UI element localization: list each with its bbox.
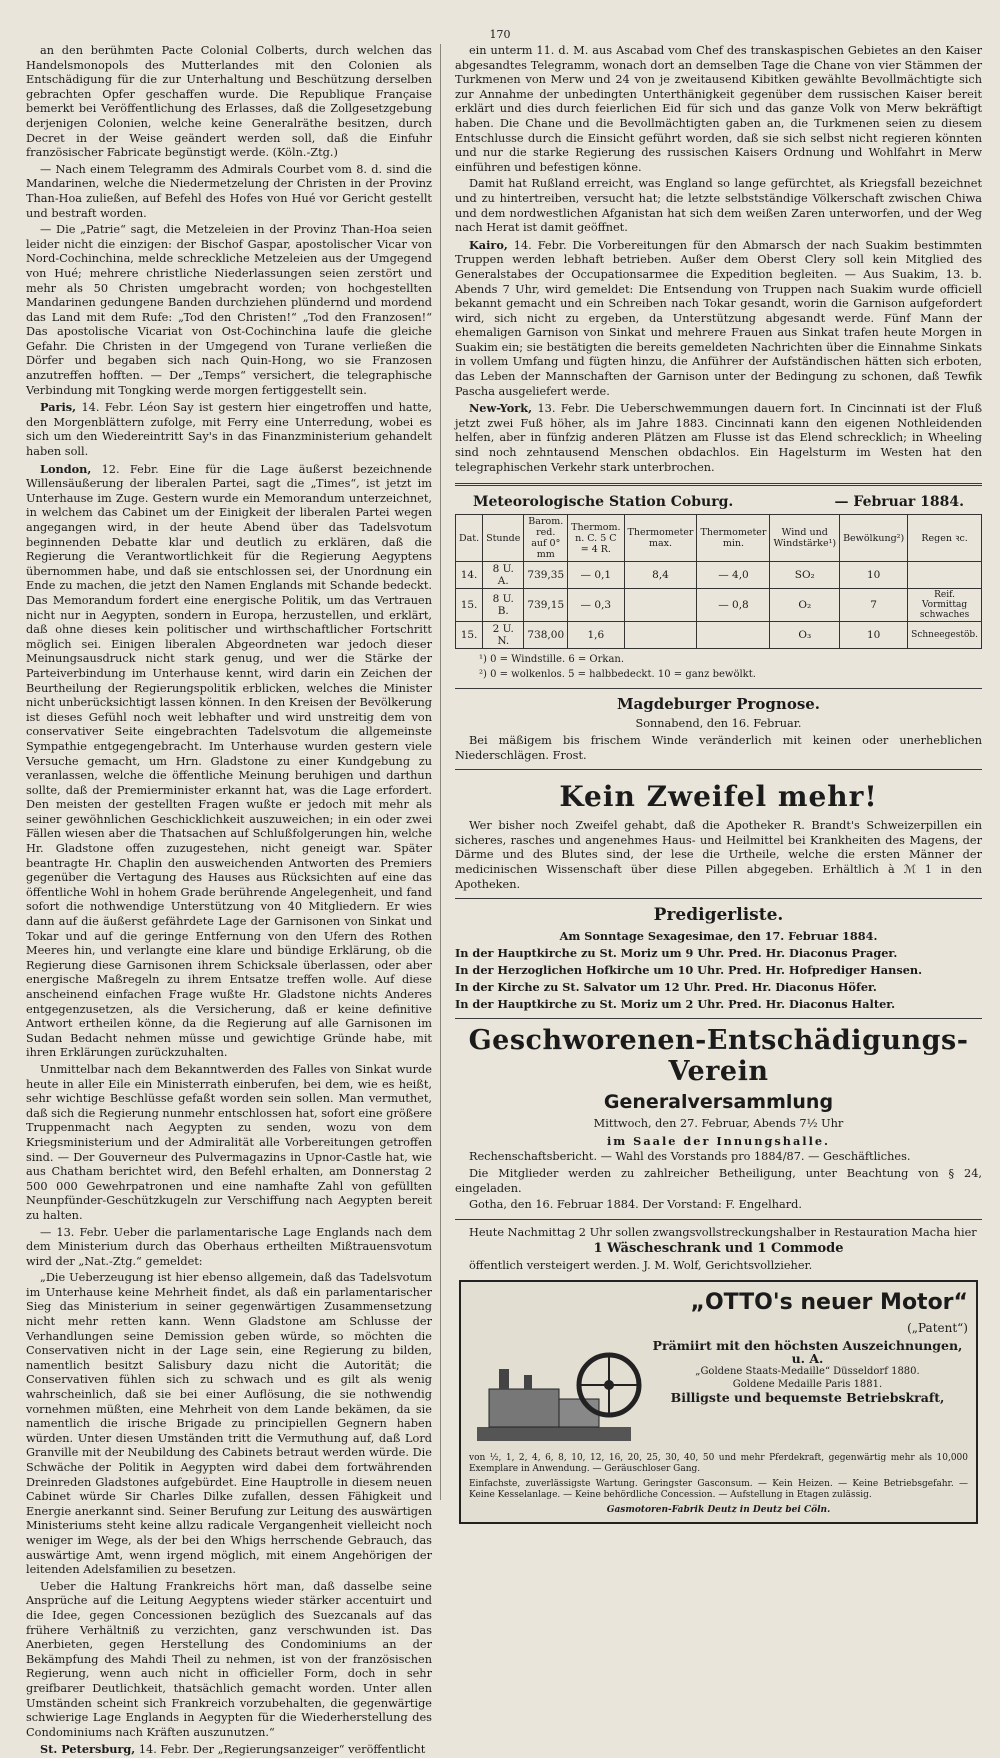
verein-text-1: Rechenschaftsbericht. — Wahl des Vorstands pro 1884/87. — Geschäftliches.	[468, 1150, 911, 1164]
paragraph-text: ein unterm 11. d. M. aus Ascabad vom Chef des transkaspischen Gebietes an den Kaiser abgesandtes Telegramm, wonach dort an demselben Tage die Chane von vier Stämmen der Turkmenen von Merw und 24 von je zweitausend Kibitken gewählte Bevollmächtigte sich zur Annahme der unbedingten Unterthänigkeit gegenüber dem russischen Kaiser bereit erklärt und dies durch feierlichen Eid für sich und das ganze Volk von Merw bekräftigt haben. Die Chane und die Bevollmächtigten gaben an, die Turkmenen seien zu diesem Entschlusse durch die Einsicht geführt worden, daß sie sich selbst nicht regieren könnten und nur die starke Regierung des russischen Kaisers Ordnung und Wohlfahrt in Merw einführen und befestigen könne.	[454, 44, 982, 174]
meteo-cell: 2 U. N.	[483, 622, 524, 649]
meteo-header-row	[455, 515, 981, 562]
list-item: In der Herzoglichen Hofkirche um 10 Uhr. Pred. Hr. Hofprediger Hansen.	[454, 963, 923, 978]
left-column	[26, 44, 441, 1757]
dateline: Paris,	[40, 400, 77, 415]
article-paragraph	[26, 1580, 432, 1741]
meteo-header-cell: Dat.	[455, 515, 482, 562]
paragraph-text: an den berühmten Pacte Colonial Colberts, durch welchen das Handelsmonopols des Mutterlandes mit den Colonien als Entschädigung für die zur Unterhaltung und Beschützung derselben gebrachten Opfer geschaffen wurde. Die Republique Française bemerkt bei Veröffentlichung des Erlasses, daß die Zollgesetzgebung derjenigen Colonien, welche keine Generalräthe besitzen, durch Decret in der Weise geändert werden soll, daß die Einfuhr französischer Fabricate begünstigt werde. (Köln.-Ztg.)	[26, 44, 432, 160]
meteo-cell: 7	[840, 589, 908, 622]
paragraph-text: Damit hat Rußland erreicht, was England so lange gefürchtet, als Kriegsfall bezeichnet und zu hintertreiben, versucht hat; die letzte selbstständige Völkerschaft zwischen Chiwa und dem nordwestlichen Afganistan hat sich dem weißen Zaren unterworfen, und der Weg nach Herat ist damit geöffnet.	[454, 177, 982, 235]
dateline: New-York,	[468, 401, 532, 416]
paragraph-text: 14. Febr. Die Vorbereitungen für den Abmarsch der nach Suakim bestimmten Truppen werden lebhaft betrieben. Außer dem Oberst Clery soll kein Mitglied des Generalstabes der Occupationsarmee die Expedition begleiten. — Aus Suakim, 13. b. Abends 7 Uhr, wird gemeldet: Die Entsendung von Truppen nach Suakim wurde officiell bekannt gemacht und ein Schreiben nach Tokar gesandt, worin die Garnison aufgefordert wird, sich nicht zu ergeben, da Unterstützung abgesandt werde. Fünf Mann der ehemaligen Garnison von Sinkat und mehrere Frauen aus Sinkat trafen heute Morgen in Suakim ein; sie bestätigten die bereits gemeldeten Nachrichten über die Einnahme Sinkats in vollem Umfang und fügten hinzu, die Anführer der Aufständischen hätten sich erboten, das Leben der Mannschaften der Garnison unter der Bedingung zu schonen, daß Tewfik Pascha ausgeliefert werde.	[454, 238, 982, 398]
divider	[455, 688, 982, 689]
right-column	[454, 44, 982, 1515]
meteo-heading	[455, 494, 982, 510]
meteo-cell: 1,6	[568, 622, 624, 649]
article-paragraph	[26, 1271, 432, 1577]
table-row	[455, 622, 981, 649]
auction-closing: öffentlich versteigert werden. J. M. Wolf, Gerichtsvollzieher.	[468, 1258, 813, 1272]
meteo-cell: — 0,8	[697, 589, 770, 622]
otto-ad-line-3: Goldene Medaille Paris 1881.	[732, 1378, 883, 1390]
meteo-cell: — 0,1	[568, 562, 624, 589]
otto-ad-title: „OTTO's neuer Motor“	[690, 1289, 968, 1315]
paragraph-text: Unmittelbar nach dem Bekanntwerden des Falles von Sinkat wurde heute in aller Eile ein Ministerrath einberufen, bei dem, wie es heißt, sehr wichtige Beschlüsse gefaßt worden sein sollen. Man vermuthet, daß sich die Regierung nunmehr entschlossen hat, sofort eine größere Truppenmacht nach Aegypten zu senden, wozu von dem Kriegsministerium und der Admiralität alle Vorbereitungen getroffen sind. — Der Gouverneur des Pulvermagazins in Upnor-Castle hat, wie aus Chatham berichtet wird, den Befehl erhalten, am Donnerstag 2 500 000 Gewehrpatronen und eine namhafte Zahl von gefüllten Neunpfünder-Geschützkugeln zur Verschiffung nach Aegypten bereit zu halten.	[26, 1062, 432, 1222]
meteo-cell: 739,35	[524, 562, 568, 589]
dateline: St. Petersburg,	[40, 1742, 136, 1757]
article-paragraph	[26, 223, 432, 398]
predigerliste-title: Predigerliste.	[653, 905, 784, 926]
kein-zweifel-title: Kein Zweifel mehr!	[559, 780, 878, 814]
article-paragraph	[26, 462, 432, 1061]
article-paragraph	[26, 1063, 432, 1224]
otto-motor-ad	[459, 1280, 978, 1524]
meteo-cell: O₃	[770, 622, 840, 649]
news-right	[455, 44, 982, 475]
meteo-cell: 739,15	[524, 589, 568, 622]
meteo-cell: 15.	[455, 589, 482, 622]
meteo-header-cell: Wind und Windstärke¹)	[770, 515, 840, 562]
engine-illustration-icon	[469, 1339, 639, 1449]
list-item: In der Hauptkirche zu St. Moriz um 2 Uhr. Pred. Hr. Diaconus Halter.	[454, 997, 896, 1012]
meteo-cell: 8 U. A.	[483, 562, 524, 589]
divider	[455, 898, 982, 899]
paragraph-text: — Nach einem Telegramm des Admirals Courbet vom 8. d. sind die Mandarinen, welche die Niedermetzelung der Christen in der Provinz Than-Hoa zuließen, auf Befehl des Hofes von Hué vor Gericht gestellt und bestraft worden.	[26, 162, 432, 220]
otto-ad-line-4: Billigste und bequemste Betriebskraft,	[670, 1389, 945, 1405]
meteo-header-cell: Regen ꝛc.	[908, 515, 982, 562]
meteo-month: — Februar 1884.	[834, 494, 964, 511]
prognose-text: Bei mäßigem bis frischem Winde veränderlich mit keinen oder unerheblichen Niederschlägen. Frost.	[454, 734, 982, 762]
verein-place: im Saale der Innungshalle.	[606, 1133, 830, 1148]
article-paragraph	[26, 1226, 432, 1270]
verein-signature: Gotha, den 16. Februar 1884. Der Vorstand: F. Engelhard.	[468, 1198, 802, 1212]
article-paragraph	[455, 177, 982, 235]
meteo-note-1: ¹) 0 = Windstille. 6 = Orkan.	[478, 654, 625, 666]
paragraph-text: 12. Febr. Eine für die Lage äußerst bezeichnende Willensäußerung der liberalen Partei, sagt die „Times“, ist jetzt im Unterhause im Zuge. Gestern wurde ein Memorandum unterzeichnet, in welchem das Cabinet um der Einigkeit der liberalen Partei wegen angegangen wird, in der heute Abend über das Tadelsvotum beginnenden Debatte klar und deutlich zu erklären, daß die Regierung die Verantwortlichkeit für die Regierung Aegyptens übernommen habe, und daß sie entschlossen sei, der Unordnung ein Ende zu machen, die jetzt den Namen Englands mit Schande bedeckt. Das Memorandum fordert eine energische Politik, um das Vertrauen nicht nur in Aegypten, sondern in Europa, herzustellen, und erklärt, daß ohne dieses kein politischer und wirthschaftlicher Fortschritt möglich sei. Einigen liberalen Abgeordneten war jedoch dieser Meinungsausdruck nicht stark genug, und wer die Stärke der Parteiverbindung im Unterhause kennt, wird darin ein Zeichen der Beurtheilung der Regierungspolitik erblicken, welches die Minister nicht unberücksichtigt lassen können. In den Kreisen der Bevölkerung ist dieses Gefühl noch weit lebhafter und wird unstreitig dem von conservativer Seite eingebrachten Tadelsvotum die allgemeinste Sympathie entgegengebracht. Im Unterhause wurden gestern viele Versuche gemacht, um Hrn. Gladstone zu einer Kundgebung zu veranlassen, welche die öffentliche Meinung beruhigen und darthun sollte, daß der Premierminister erkannt hat, was die Lage erfordert. Den meisten der gestellten Fragen wußte er jedoch mit mehr als seiner gewöhnlichen Geschicklichkeit auszuweichen; in ein oder zwei Fällen wiesen aber die Thatsachen auf Schlußfolgerungen hin, welche Hr. Gladstone offen zuzugestehen, nicht geneigt war. Später beantragte Hr. Chaplin den ausweichenden Antworten des Premiers gegenüber die Vertagung des Hauses aus Rücksichten auf eine das öffentliche Wohl in hohem Grade berührende Angelegenheit, und fand sofort die nothwendige Unterstützung von 40 Mitgliedern. Er wies dann auf die äußerst gefährdete Lage der Garnisonen von Sinkat und Tokar und auf die geringe Entfernung von den Ufern des Rothen Meeres hin, und verlangte eine klare und bündige Erklärung, ob die Regierung diese Garnisonen ihrem Schicksale überlassen, oder aber energische Maßregeln zu ihrem Entsatze treffen wolle. Auf diese anscheinend einfachen Frage wußte Hr. Gladstone nichts Anderes entgegenzusetzen, als die Versicherung, daß er keine definitive Antwort ertheilen könne, da die Regierung auf alle Garnisonen im Sudan Bedacht nehmen müsse und gewichtige Gründe habe, mit ihren Erklärungen zurückzuhalten.	[26, 462, 432, 1060]
predigerliste-lines	[455, 946, 982, 1012]
dateline: London,	[40, 461, 92, 476]
meteo-cell: Reif. Vormittag schwaches	[908, 589, 982, 622]
auction-text: Heute Nachmittag 2 Uhr sollen zwangsvollstreckungshalber in Restauration Macha hier	[468, 1225, 977, 1239]
meteo-cell: 10	[840, 622, 908, 649]
meteo-note-2: ²) 0 = wolkenlos. 5 = halbbedeckt. 10 = ganz bewölkt.	[478, 668, 756, 680]
meteo-cell: — 0,3	[568, 589, 624, 622]
article-paragraph	[26, 1742, 432, 1758]
predigerliste-subtitle: Am Sonntage Sexagesimae, den 17. Februar 1884.	[559, 929, 878, 944]
list-item: In der Hauptkirche zu St. Moriz um 9 Uhr. Pred. Hr. Diaconus Prager.	[454, 946, 898, 961]
dateline: Kairo,	[468, 237, 508, 252]
otto-ad-body	[469, 1339, 968, 1449]
meteo-table	[455, 514, 982, 649]
table-row	[455, 589, 981, 622]
meteo-cell: 8,4	[624, 562, 697, 589]
paragraph-text: — 13. Febr. Ueber die parlamentarische Lage Englands nach dem dem Ministerium durch das Oberhaus ertheilten Mißtrauensvotum wird der „Nat.-Ztg.“ gemeldet:	[26, 1225, 432, 1268]
meteo-cell: 15.	[455, 622, 482, 649]
prognose-date: Sonnabend, den 16. Februar.	[635, 717, 802, 731]
meteo-header-cell: Stunde	[483, 515, 524, 562]
otto-ad-line-5: von ½, 1, 2, 4, 6, 8, 10, 12, 16, 20, 25, 30, 40, 50 und mehr Pferdekraft, gegenwärtig mehr als 10,000 Exemplare in Anwendung. — Geräuschloser Gang.	[468, 1452, 968, 1474]
otto-ad-maker: Gasmotoren-Fabrik Deutz in Deutz bei Cöln.	[606, 1504, 831, 1515]
paragraph-text: — Die „Patrie“ sagt, die Metzeleien in der Provinz Than-Hoa seien leider nicht die einzigen: der Bischof Gaspar, apostolischer Vicar von Nord-Cochinchina, melde schreckliche Metzeleien aus der Umgegend von Hué; mehrere christliche Niederlassungen seien zerstört und mehr als 50 Christen umgebracht worden; von hochgestellten Mandarinen gedungene Banden durchziehen plündernd und mordend das Land mit dem Rufe: „Tod den Christen!“ „Tod den Franzosen!“ Das apostolische Vicariat von Ost-Cochinchina laufe die gleiche Gefahr. Die Christen in der Umgegend von Turane verließen die Dörfer und begaben sich nach Quin-Hong, wo sie Franzosen anzutreffen hofften. — Der „Temps“ versichert, die telegraphische Verbindung mit Tongking werde morgen fertiggestellt sein.	[26, 223, 432, 397]
article-paragraph	[26, 44, 432, 161]
meteo-cell: SO₂	[770, 562, 840, 589]
verein-title: Geschworenen-Entschädigungs-Verein	[468, 1025, 969, 1088]
article-paragraph	[455, 238, 982, 400]
meteo-title: Meteorologische Station Coburg.	[472, 494, 734, 511]
paragraph-text: 14. Febr. Léon Say ist gestern hier eingetroffen und hatte, den Morgenblättern zufolge, mit Ferry eine Unterredung, wobei es sich um den Wiedereintritt Say's in das Finanzministerium gehandelt haben soll.	[26, 401, 432, 459]
paragraph-text: 14. Febr. Der „Regierungsanzeiger“ veröffentlicht	[135, 1743, 426, 1757]
otto-ad-fine: Einfachste, zuverlässigste Wartung. Geringster Gasconsum. — Kein Heizen. — Keine Betriebsgefahr. — Keine Kesselanlage. — Keine behördliche Concession. — Aufstellung in Etagen zulässig.	[468, 1478, 968, 1500]
page-number: 170	[489, 28, 511, 41]
verein-text-2: Die Mitglieder werden zu zahlreicher Betheiligung, unter Beachtung von § 24, eingeladen.	[454, 1166, 982, 1195]
article-paragraph	[26, 163, 432, 221]
table-row	[455, 562, 981, 589]
meteo-cell	[908, 562, 982, 589]
divider	[455, 1219, 982, 1220]
article-paragraph	[455, 44, 982, 175]
meteo-header-cell: Thermometer min.	[697, 515, 770, 562]
meteo-cell	[624, 589, 697, 622]
divider	[455, 769, 982, 770]
meteo-cell: 8 U. B.	[483, 589, 524, 622]
meteo-header-cell: Bewölkung²)	[840, 515, 908, 562]
meteo-header-cell: Thermom. n. C. 5 C = 4 R.	[568, 515, 624, 562]
divider	[455, 483, 982, 486]
verein-subtitle: Generalversammlung	[603, 1091, 834, 1114]
list-item: In der Kirche zu St. Salvator um 12 Uhr. Pred. Hr. Diaconus Höfer.	[454, 980, 877, 995]
columns	[26, 44, 982, 1757]
otto-ad-line-1: Prämiirt mit den höchsten Auszeichnungen, u. A.	[652, 1337, 963, 1366]
meteo-cell: 10	[840, 562, 908, 589]
otto-ad-text	[647, 1339, 968, 1449]
meteo-header-cell: Barom. red. auf 0° mm	[524, 515, 568, 562]
prognose-title: Magdeburger Prognose.	[616, 695, 821, 714]
meteo-cell: 738,00	[524, 622, 568, 649]
meteo-cell: Schneegestöb.	[908, 622, 982, 649]
meteo-cell: 14.	[455, 562, 482, 589]
article-paragraph	[455, 401, 982, 475]
article-paragraph	[26, 400, 432, 459]
kein-zweifel-text: Wer bisher noch Zweifel gehabt, daß die Apotheker R. Brandt's Schweizerpillen ein sicheres, rasches und angenehmes Haus- und Heilmittel bei Krankheiten des Magens, der Därme und des Blutes sind, der lese die Urtheile, welche die ersten Männer der medicinischen Wissenschaft über diese Pillen abgegeben. Erhältlich à ℳ 1 in den Apotheken.	[454, 819, 982, 891]
paragraph-text: Ueber die Haltung Frankreichs hört man, daß dasselbe seine Ansprüche auf die Leitung Aegyptens wieder stärker accentuirt und die Idee, gegen Concessionen bezüglich des Suezcanals auf das frühere Verhältniß zu verzichten, ganz verschwunden ist. Das Anerbieten, gegen Herstellung des Condominiums an der Bekämpfung des Mahdi Theil zu nehmen, ist von der französischen Regierung, wenn auch nicht in officieller Form, doch in sehr greifbarer Deutlichkeit, thatsächlich gemacht worden. Unter allen Umständen scheint sich Frankreich vorzubehalten, die gegenwärtige schwierige Lage Englands in Aegypten für die Wiederherstellung des Condominiums nach Kräften auszunutzen.“	[26, 1579, 432, 1739]
verein-date: Mittwoch, den 27. Februar, Abends 7½ Uhr	[593, 1117, 844, 1131]
divider	[455, 1018, 982, 1019]
meteo-cell: — 4,0	[697, 562, 770, 589]
paragraph-text: „Die Ueberzeugung ist hier ebenso allgemein, daß das Tadelsvotum im Unterhause keine Mehrheit findet, als daß ein parlamentarischer Sieg das Ministerium in seiner gegenwärtigen Zusammensetzung nicht mehr retten kann. Wenn Gladstone am Schlusse der Verhandlungen seine Demission geben würde, so möchten die Conservativen nicht in der Lage sein, eine Regierung zu bilden, namentlich besitzt Salisbury dazu nicht die Autorität; die Conservativen fühlen sich zu schwach und es gilt als wenig wahrscheinlich, daß sie bei einer Auflösung, die sie nothwendig vornehmen müßten, eine Mehrheit von dem Lande bekämen, da sie namentlich die irische Brigade zu principiellen Gegnern haben würden. Unter diesen Umständen tritt die Vermuthung auf, daß Lord Granville mit der Neubildung des Cabinets betraut werden würde. Die Schwäche der Politik in Aegypten wird dabei dem fortwährenden Dreinreden Gladstones aufgebürdet. Eine Hauptrolle in diesem neuen Cabinet würde Sir Charles Dilke zufallen, dessen Fähigkeit und Energie anerkannt sind. Seiner Berufung zur Leitung des auswärtigen Ministeriums steht keine allzu radicale Vergangenheit vielleicht noch weniger im Wege, als der bei den Whigs herrschende Gebrauch, das auswärtige Amt, wenn irgend möglich, mit einem Angehörigen der leitenden Adelsfamilien zu besetzen.	[26, 1271, 432, 1577]
auction-items: 1 Wäscheschrank und 1 Commode	[593, 1241, 844, 1257]
otto-ad-patent: („Patent“)	[907, 1320, 968, 1335]
paragraph-text: 13. Febr. Die Ueberschwemmungen dauern fort. In Cincinnati ist der Fluß jetzt zwei Fuß höher, als im Jahre 1883. Cincinnati kann den eigenen Nothleidenden helfen, aber in fünfzig anderen Plätzen am Flusse ist das Elend schrecklich; in Wheeling sind noch zehntausend Menschen obdachlos. Ein Hagelsturm im Westen hat den telegraphischen Verkehr stark unterbrochen.	[454, 402, 982, 474]
otto-ad-line-2: „Goldene Staats-Medaille“ Düsseldorf 1880.	[695, 1365, 920, 1377]
meteo-cell: O₂	[770, 589, 840, 622]
meteo-cell	[697, 622, 770, 649]
meteo-body	[455, 562, 981, 649]
meteo-cell	[624, 622, 697, 649]
meteo-header-cell: Thermometer max.	[624, 515, 697, 562]
